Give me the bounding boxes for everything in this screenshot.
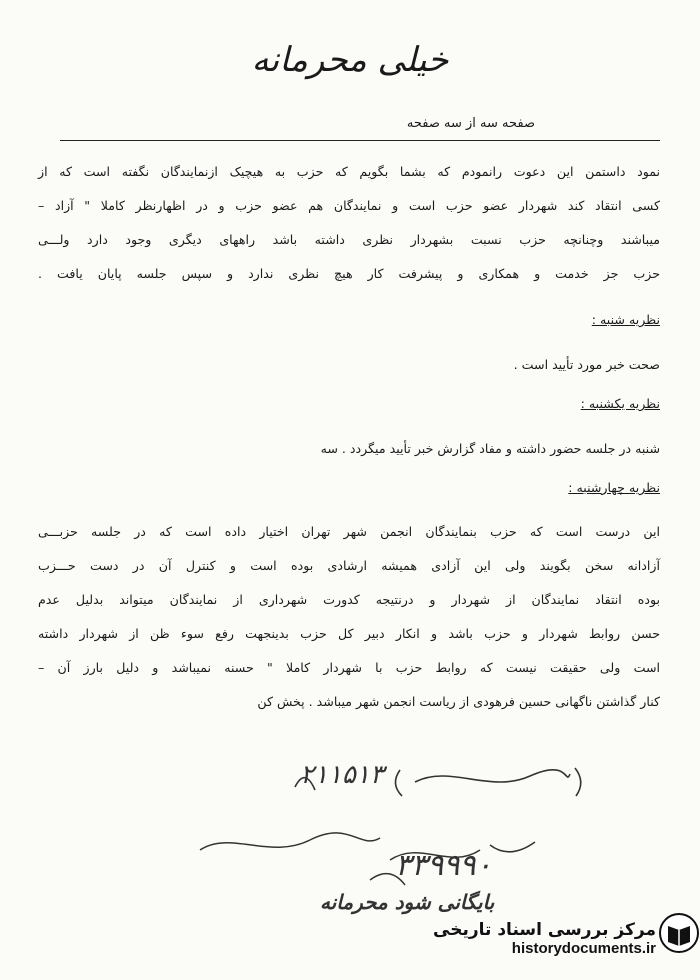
final-line: است ولی حقیقت نیست که روابط حزب با شهردار کاملا " حسنه نمیباشد و دلیل بارز آن – xyxy=(38,660,660,675)
final-paragraph xyxy=(38,515,660,719)
stamp-text: بایگانی شود محرمانه xyxy=(320,890,495,914)
page-reference: صفحه سه از سه صفحه xyxy=(406,116,535,131)
final-line: این درست است که حزب بنمایندگان انجمن شهر تهران اختیار داده است که در جلسه حزبـــی xyxy=(38,524,660,539)
handwritten-scribble-1 xyxy=(290,762,590,802)
body-line: حزب جز خدمت و همکاری و پیشرفت کار هیچ نظری ندارد و سپس جلسه پایان یافت . xyxy=(38,266,660,281)
watermark-url: historydocuments.ir xyxy=(511,940,656,957)
body-line: نمود داستمن این دعوت رانمودم که بشما بگویم که حزب به هیچیک ازنمایندگان نگفته است که از xyxy=(38,164,660,179)
handwritten-number-1: ۲۱۱۵۱۳ xyxy=(300,760,384,790)
watermark xyxy=(433,920,656,957)
section-heading-saturday: نظریه شنبه : xyxy=(591,312,660,327)
book-logo-icon xyxy=(658,912,700,954)
final-line: بوده انتقاد نمایندگان از شهردار و درنتیجه کدورت شهرداری از نمایندگان میتواند بدلیل عدم xyxy=(38,592,660,607)
body-line: کسی انتقاد کند شهردار عضو حزب است و نمایندگان هم عضو حزب و در اظهارنظر کاملا " آزاد – xyxy=(38,198,660,213)
handwritten-number-2: ۳۳۹۹۹۰ xyxy=(395,848,492,883)
section-heading-sunday: نظریه یکشنبه : xyxy=(580,396,660,411)
archive-stamp xyxy=(320,890,494,914)
header-divider xyxy=(60,140,660,141)
final-line: حسن روابط شهردار و حزب باشد و انکار دبیر کل حزب بدینجهت رفع سوء ظن از شهردار داشته xyxy=(38,626,660,641)
section-text-sunday: شنبه در جلسه حضور داشته و مفاد گزارش خبر تأیید میگردد . سه xyxy=(320,441,660,456)
section-text-saturday: صحت خبر مورد تأیید است . xyxy=(513,357,660,372)
watermark-title: مرکز بررسی اسناد تاریخی xyxy=(433,920,656,940)
final-line: آزادانه سخن بگویند ولی این آزادی همیشه ارشادی بوده است و کنترل آن در دست حـــزب xyxy=(38,558,660,573)
classification-heading: خیلی محرمانه xyxy=(251,40,449,80)
body-paragraph xyxy=(38,155,660,291)
body-line: میباشند وچنانچه حزب نسبت بشهردار نظری داشته باشد راههای دیگری وجود دارد ولـــی xyxy=(38,232,660,247)
section-heading-wednesday: نظریه چهارشنبه : xyxy=(568,480,660,495)
final-line: کنار گذاشتن ناگهانی حسین فرهودی از ریاست انجمن شهر میباشد . پخش کن xyxy=(257,694,660,709)
